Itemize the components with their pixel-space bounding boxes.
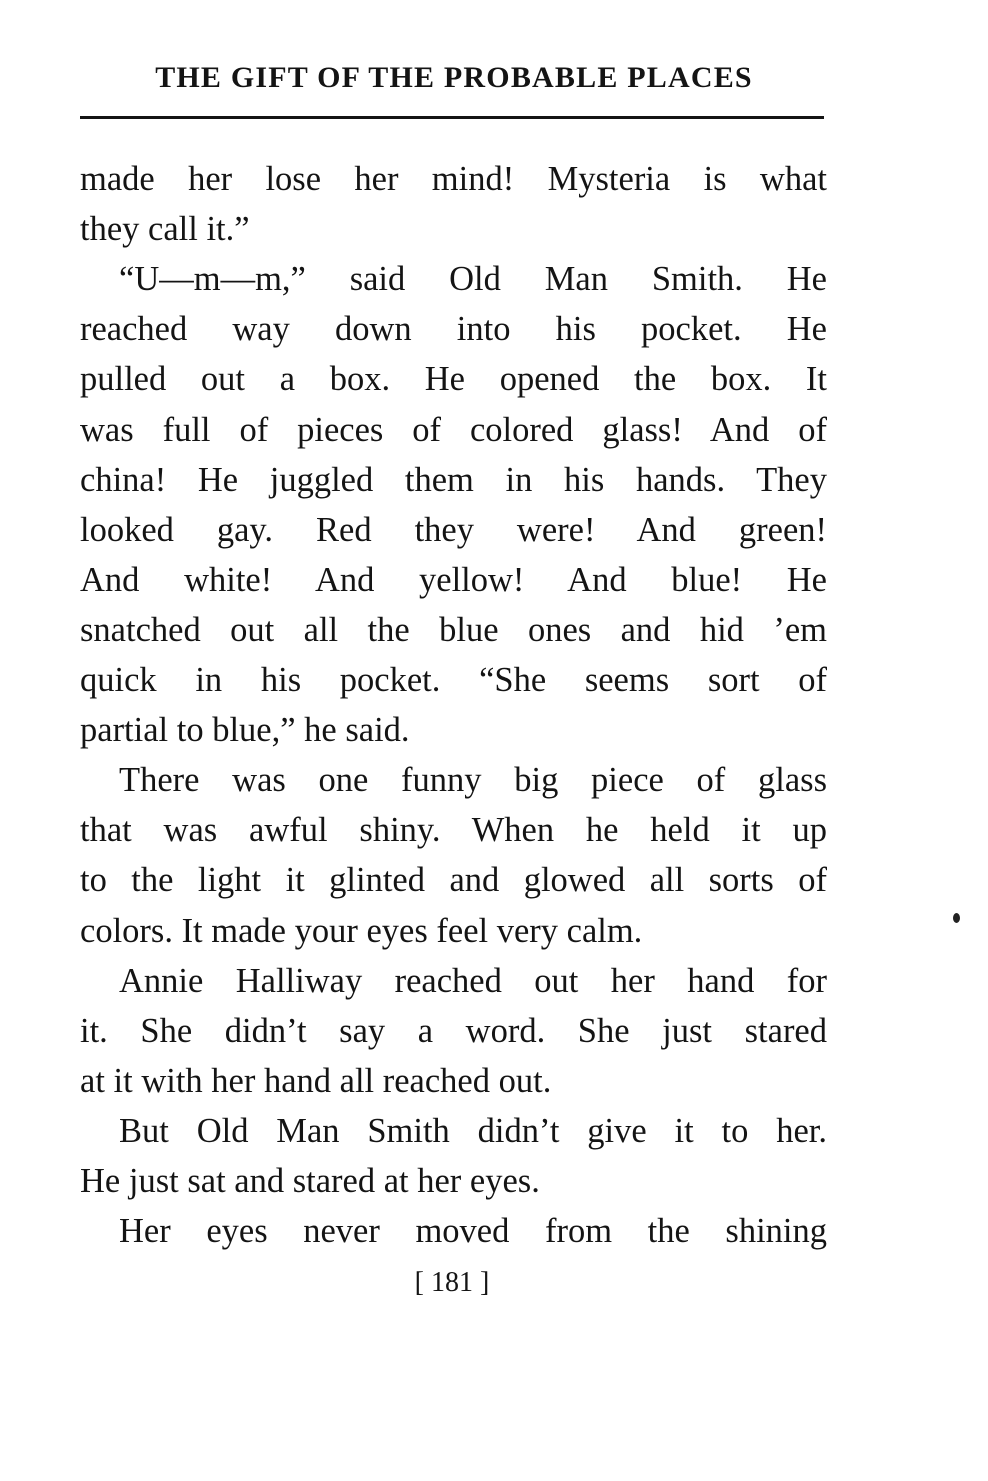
text-line: made her lose her mind! Mysteria is what: [80, 160, 827, 198]
header-rule: [80, 116, 824, 119]
ink-speck: [953, 913, 960, 923]
text-line: it. She didn’t say a word. She just stared: [80, 1012, 827, 1050]
text-line: looked gay. Red they were! And green!: [80, 511, 827, 549]
text-line: partial to blue,” he said.: [80, 711, 410, 749]
text-line: to the light it glinted and glowed all sorts of: [80, 861, 827, 899]
text-line: And white! And yellow! And blue! He: [80, 561, 827, 599]
text-line: was full of pieces of colored glass! And of: [80, 411, 827, 449]
text-line: colors. It made your eyes feel very calm.: [80, 912, 643, 950]
text-line: There was one funny big piece of glass: [119, 761, 827, 799]
running-head: THE GIFT OF THE PROBABLE PLACES: [155, 61, 753, 94]
text-line: Her eyes never moved from the shining: [119, 1212, 827, 1250]
text-line: But Old Man Smith didn’t give it to her.: [119, 1112, 827, 1150]
text-line: that was awful shiny. When he held it up: [80, 811, 827, 849]
text-line: “U—m—m,” said Old Man Smith. He: [119, 260, 827, 298]
text-line: reached way down into his pocket. He: [80, 310, 827, 348]
text-line: quick in his pocket. “She seems sort of: [80, 661, 827, 699]
page-number: [ 181 ]: [414, 1267, 490, 1298]
text-line: snatched out all the blue ones and hid ’em: [80, 611, 827, 649]
text-line: they call it.”: [80, 210, 250, 248]
text-line: at it with her hand all reached out.: [80, 1062, 552, 1100]
text-line: china! He juggled them in his hands. They: [80, 461, 827, 499]
text-line: pulled out a box. He opened the box. It: [80, 360, 827, 398]
text-line: He just sat and stared at her eyes.: [80, 1162, 540, 1200]
text-line: Annie Halliway reached out her hand for: [119, 962, 827, 1000]
